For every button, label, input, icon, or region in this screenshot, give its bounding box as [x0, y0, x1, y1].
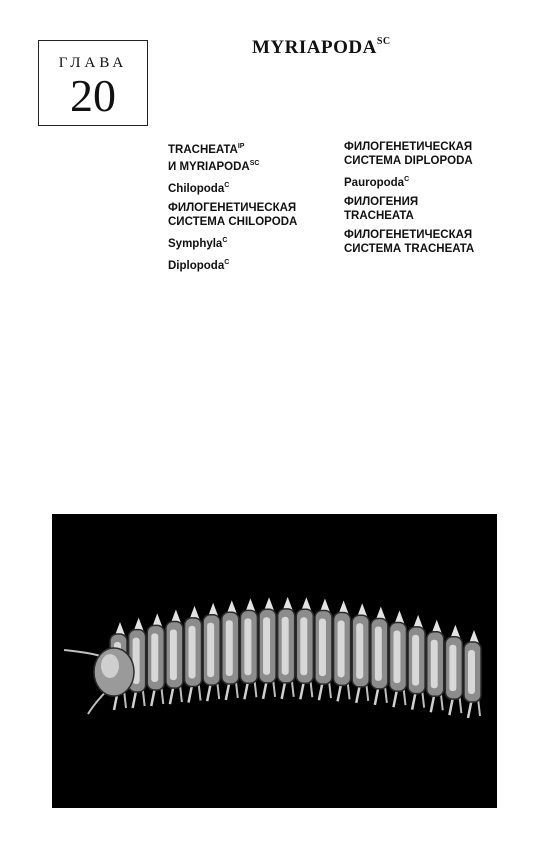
segment-highlight	[338, 620, 345, 677]
toc-sup: SC	[249, 160, 260, 167]
toc-sup: C	[224, 259, 230, 266]
toc-text: СИСТЕМА DIPLOPODA	[344, 155, 473, 167]
segment-highlight	[282, 617, 289, 675]
toc-text: Symphyla	[168, 238, 223, 250]
toc-item[interactable]	[168, 256, 338, 273]
ghost-text-right	[290, 64, 515, 504]
segment-highlight	[393, 631, 400, 684]
toc-item[interactable]	[344, 140, 524, 168]
toc-text: Diplopoda	[168, 260, 225, 272]
toc-right	[344, 140, 524, 261]
toc-item[interactable]	[168, 201, 338, 229]
chapter-word: ГЛАВА	[58, 55, 128, 71]
segment-highlight	[412, 635, 419, 686]
toc-sup: IP	[237, 143, 245, 150]
segment-highlight	[319, 619, 326, 677]
millipede-illustration	[52, 514, 497, 808]
head-highlight	[101, 654, 119, 678]
toc-item[interactable]	[168, 179, 338, 196]
chapter-title	[252, 36, 391, 59]
segment-highlight	[431, 640, 438, 689]
toc-text: ФИЛОГЕНИЯ	[344, 196, 419, 208]
toc-sup: C	[222, 237, 228, 244]
segment-highlight	[356, 623, 363, 679]
chapter-title-sup: SC	[376, 36, 391, 47]
toc-item[interactable]	[344, 173, 524, 190]
segment-highlight	[468, 650, 475, 694]
toc-text: ФИЛОГЕНЕТИЧЕСКАЯ	[344, 229, 473, 241]
segment-highlight	[226, 620, 233, 676]
toc-text: СИСТЕМА CHILOPODA	[168, 216, 298, 228]
chapter-title-text: MYRIAPODA	[252, 37, 377, 58]
toc-text: ФИЛОГЕНЕТИЧЕСКАЯ	[344, 141, 473, 153]
chapter-box	[38, 40, 148, 126]
toc-text: Pauropoda	[344, 177, 405, 189]
toc-sup: C	[224, 182, 230, 189]
toc-text: ФИЛОГЕНЕТИЧЕСКАЯ	[168, 202, 297, 214]
segment-highlight	[170, 629, 177, 680]
toc-item[interactable]	[344, 228, 524, 256]
toc-sup: C	[404, 176, 410, 183]
chapter-number: 20	[70, 70, 116, 121]
segment-highlight	[263, 617, 270, 675]
toc-item[interactable]	[168, 234, 338, 251]
segment-highlight	[189, 626, 196, 679]
segment-highlight	[151, 633, 158, 682]
segment-highlight	[375, 627, 382, 681]
toc-text: Chilopoda	[168, 183, 225, 195]
toc-item[interactable]	[344, 195, 524, 223]
toc-left	[168, 140, 338, 278]
segment-highlight	[244, 618, 251, 675]
ghost-text-left	[40, 64, 265, 504]
millipede-photo	[52, 514, 497, 808]
toc-text: TRACHEATA	[168, 144, 238, 156]
segment-highlight	[449, 645, 456, 691]
segment-highlight	[300, 617, 307, 675]
toc-text: СИСТЕМА TRACHEATA	[344, 243, 475, 255]
toc-text: И MYRIAPODA	[168, 161, 250, 173]
segment-highlight	[207, 623, 214, 677]
toc-item[interactable]	[168, 140, 338, 174]
toc-text: TRACHEATA	[344, 210, 414, 222]
